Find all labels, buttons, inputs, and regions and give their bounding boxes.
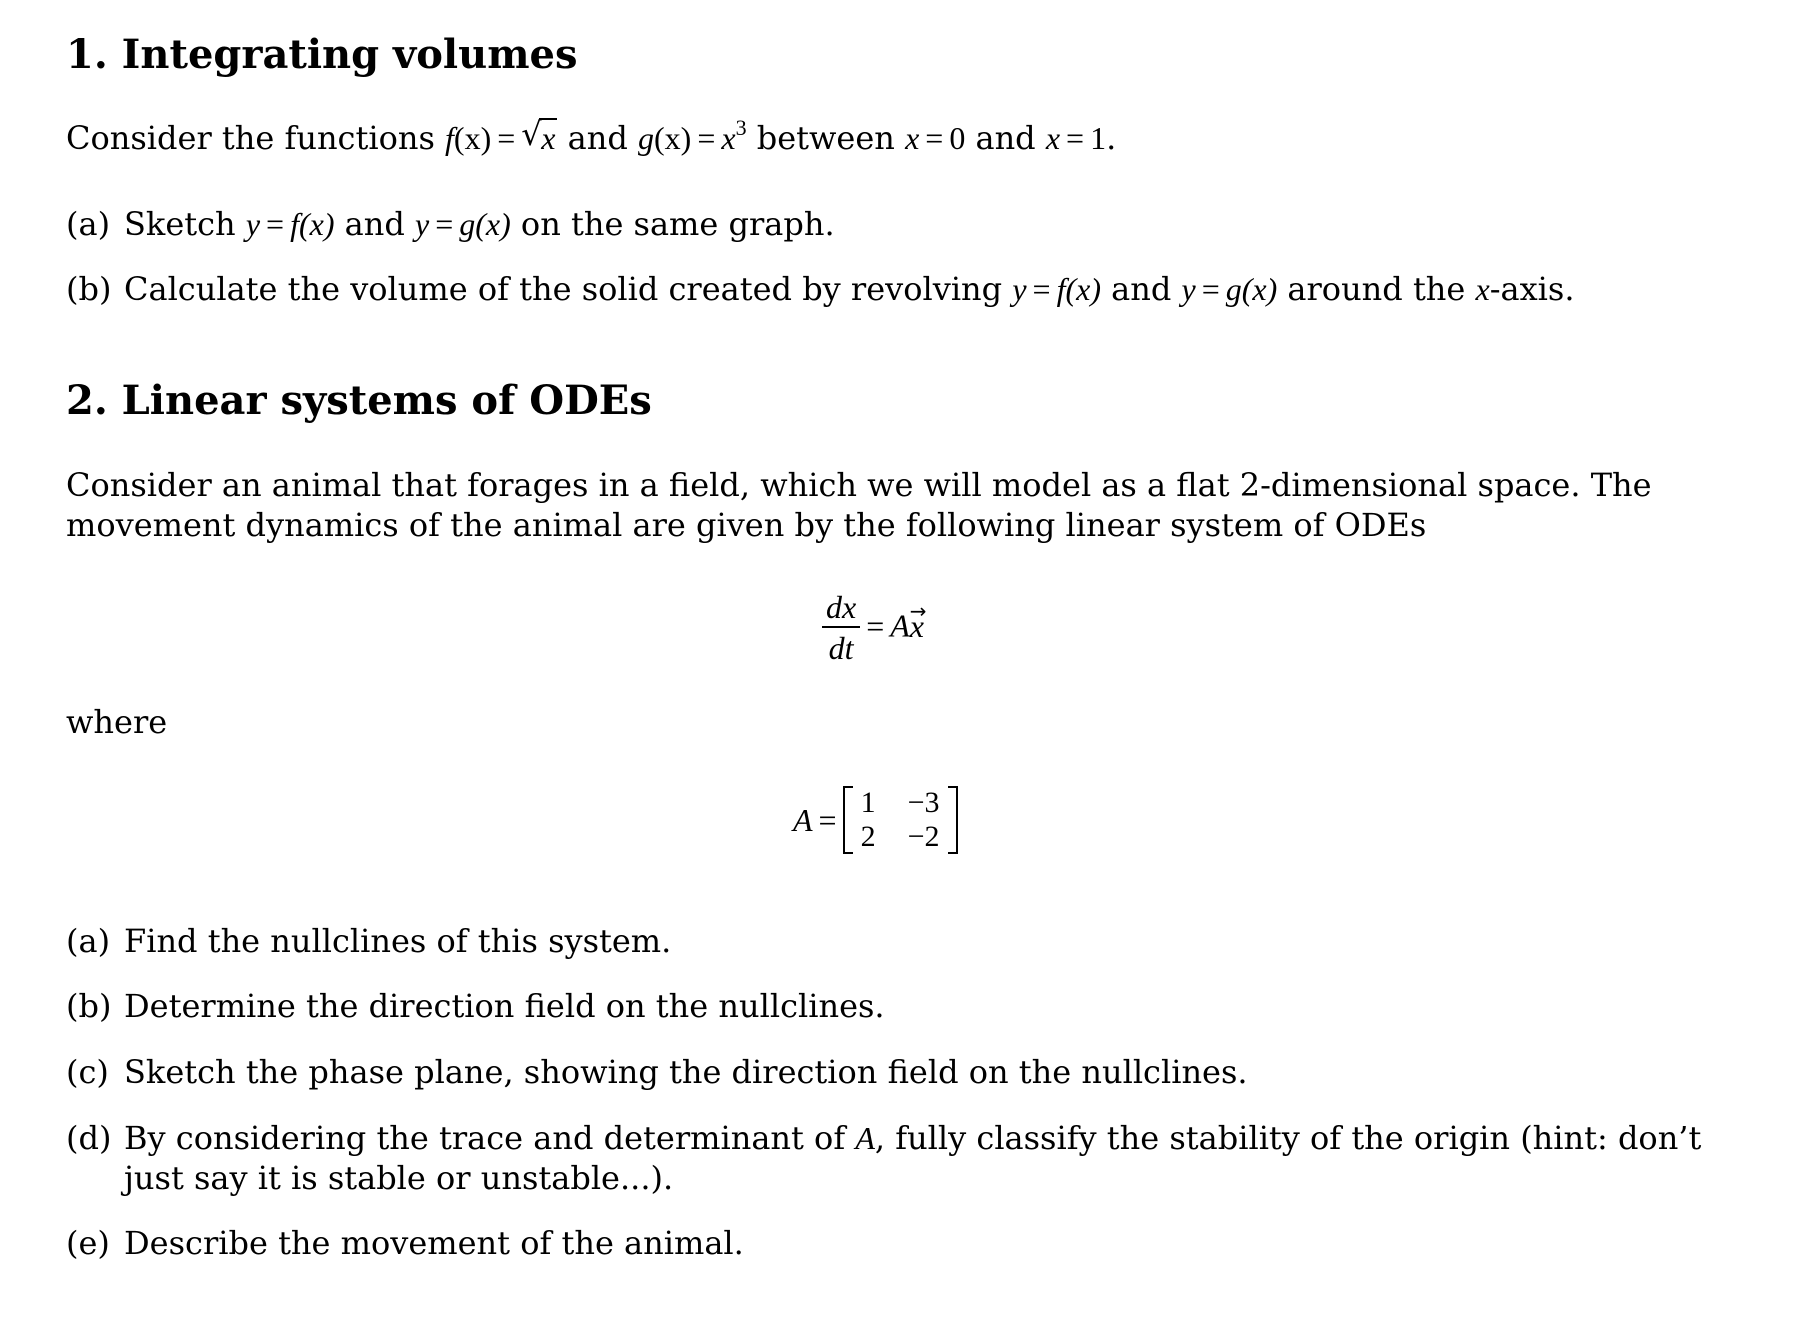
section-2-item-b: (b) Determine the direction field on the nullclines. (66, 987, 885, 1025)
section-2-title: 2. Linear systems of ODEs (66, 377, 652, 424)
section-2-item-c: (c) Sketch the phase plane, showing the direction field on the nullclines. (66, 1053, 1248, 1091)
section-2-item-e: (e) Describe the movement of the animal. (66, 1224, 744, 1262)
derivative-fraction: $\frac{dx}{dt}$ (822, 588, 860, 668)
ode-equation: $\frac{dx}{dt}$ = A→ x (822, 588, 924, 668)
sqrt-x: √ x (521, 115, 556, 156)
matrix-A: 1 −3 2 −2 (843, 786, 958, 854)
matrix-equation: A = 1 −3 2 −2 (793, 786, 958, 854)
section-1-item-b: (b) Calculate the volume of the solid created by revolving y = f(x) and y = g(x) around the x-axis. (66, 270, 1575, 308)
section-2-item-a: (a) Find the nullclines of this system. (66, 922, 672, 960)
where-label: where (66, 703, 168, 741)
section-1-intro: Consider the functions f(x) = √ x and $g(x) = x^3$ between x = 0 and x = 1. (66, 115, 1117, 157)
section-2-intro: Consider an animal that forages in a field, which we will model as a flat 2-dimensional space. The movement dynamics of the animal are given by the following linear system of ODEs (66, 466, 1652, 544)
f-arg: (x) (453, 120, 492, 156)
section-1-title: 1. Integrating volumes (66, 31, 578, 78)
section-1-item-a: (a) Sketch y = f(x) and y = g(x) on the same graph. (66, 205, 835, 243)
section-2-item-d: (d) By considering the trace and determinant of A, fully classify the stability of the origin (hint: don’t just say it is stable or unstable...). (66, 1119, 1702, 1197)
